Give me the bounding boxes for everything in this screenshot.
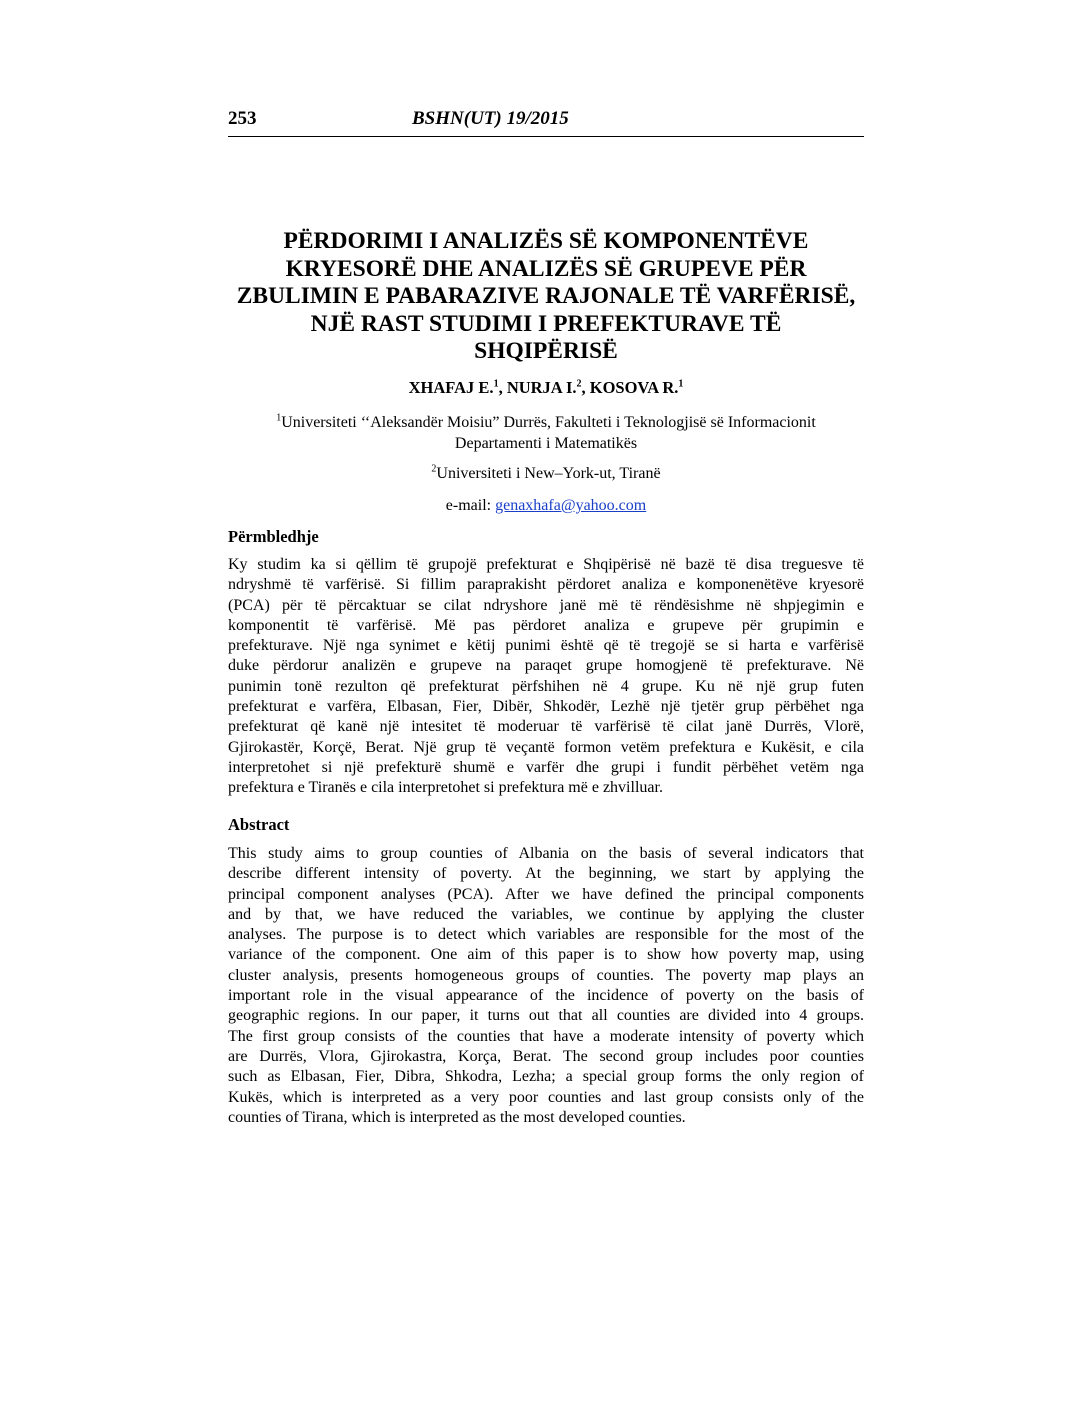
text-line: komponentit të varfërisë. Më pas përdoret analiza e grupeve për grupimin e — [228, 616, 864, 634]
text-line: interpretohet si një prefekturë shumë e varfër dhe grupi i fundit përbëhet vetëm nga — [228, 758, 864, 776]
text-line: and by that, we have reduced the variables, we continue by applying the cluster — [228, 905, 864, 923]
text-line: analyses. The purpose is to detect which variables are responsible for the most of the — [228, 926, 864, 944]
text-line: This study aims to group counties of Albania on the basis of several indicators that — [228, 845, 864, 862]
text-line: prefekturat që kanë një intesitet të moderuar të varfërisë të cilat janë Durrës, Vlorë, — [228, 718, 864, 736]
text-line: are Durrës, Vlora, Gjirokastra, Korça, Berat. The second group includes poor counties — [228, 1047, 864, 1065]
title-line: NJË RAST STUDIMI I PREFEKTURAVE TË — [310, 310, 782, 337]
email-label: e-mail: — [445, 497, 496, 514]
affiliation-text: Universiteti i New–York-ut, Tiranë — [436, 465, 661, 482]
affiliation-department: Departamenti i Matematikës — [454, 435, 638, 452]
author-affiliation-mark: 2 — [576, 378, 582, 390]
summary-heading: Përmbledhje — [228, 527, 319, 546]
running-header — [228, 108, 864, 137]
author-affiliation-mark: 1 — [678, 378, 684, 390]
title-line: KRYESORË DHE ANALIZËS SË GRUPEVE PËR — [285, 255, 807, 282]
text-line: such as Elbasan, Fier, Dibra, Shkodra, Lezha; a special group forms the only region of — [228, 1068, 864, 1086]
affiliation-mark: 2 — [431, 463, 437, 475]
title-line: PËRDORIMI I ANALIZËS SË KOMPONENTËVE — [283, 228, 809, 254]
affiliation-text: Universiteti ‘‘Aleksandër Moisiu” Durrës, Fakulteti i Teknologjisë së Informacionit — [281, 414, 816, 431]
text-line: counties of Tirana, which is interpreted as the most developed counties. — [228, 1108, 686, 1126]
text-line: describe different intensity of poverty. At the beginning, we start by applying the — [228, 865, 864, 883]
text-line: geographic regions. In our paper, it turns out that all counties are divided into 4 groups. — [228, 1007, 864, 1025]
text-line: duke përdorur analizën e grupeve na paraqet grupe homogjenë të prefekturave. Në — [228, 657, 864, 675]
text-line: prefektura e Tiranës e cila interpretohet si prefektura më e zhvilluar. — [228, 779, 663, 797]
text-line: variance of the component. One aim of this paper is to show how poverty map, using — [228, 946, 864, 964]
text-line: Kukës, which is interpreted as a very poor counties and last group consists only of the — [228, 1088, 864, 1106]
affiliation-1 — [228, 412, 864, 454]
page-number: 253 — [228, 108, 257, 129]
affiliation-mark: 1 — [276, 412, 282, 424]
affiliation-2 — [228, 463, 864, 484]
text-line: punimin tonë rezulton që prefekturat përfshihen në 4 grupe. Ku në një grup futen — [228, 677, 864, 695]
title-line: ZBULIMIN E PABARAZIVE RAJONALE TË VARFËRISË, — [236, 283, 856, 309]
text-line: prefekturat e varfëra, Elbasan, Fier, Dibër, Shkodër, Lezhë një tjetër grup përbëhet nga — [228, 698, 864, 716]
text-line: important role in the visual appearance of the incidence of poverty on the basis of — [228, 987, 864, 1005]
text-line: prefekturave. Një nga synimet e këtij punimi është që të tregojë se si harta e varfërisë — [228, 637, 864, 655]
author-name: NURJA I. — [506, 378, 577, 397]
author-list: XHAFAJ E.$^1$, NURJA I.$^2$, KOSOVA R.$^1$ — [408, 378, 684, 397]
text-line: (PCA) për të përcaktuar se cilat ndryshore janë më të rëndësishme në shpjegimin e — [228, 596, 864, 614]
paper-title — [228, 228, 864, 366]
text-line: Ky studim ka si qëllim të grupojë prefekturat e Shqipërisë në bazë të disa treguesve të — [228, 556, 864, 573]
author-name: KOSOVA R. — [589, 378, 679, 397]
text-line: The first group consists of the counties that have a moderate intensity of poverty which — [228, 1027, 864, 1045]
journal-name: BSHN(UT) 19/2015 — [412, 108, 569, 129]
author-name: XHAFAJ E. — [408, 378, 494, 397]
author-affiliation-mark: 1 — [493, 378, 499, 390]
email-link[interactable]: genaxhafa@yahoo.com — [495, 497, 647, 514]
abstract-heading: Abstract — [228, 815, 290, 834]
title-line: SHQIPËRISË — [474, 338, 618, 364]
text-line: Gjirokastër, Korçë, Berat. Një grup të veçantë formon vetëm prefektura e Kukësit, e cila — [228, 738, 864, 756]
summary-paragraph — [228, 555, 864, 799]
text-line: ndryshmë të varfërisë. Si fillim paraprakisht përdoret analiza e komponenëtëve kryesorë — [228, 576, 864, 594]
text-line: cluster analysis, presents homogeneous groups of counties. The poverty map plays an — [228, 966, 864, 984]
text-line: principal component analyses (PCA). After we have defined the principal components — [228, 885, 864, 903]
abstract-paragraph — [228, 844, 864, 1128]
contact-email-line — [228, 495, 864, 516]
